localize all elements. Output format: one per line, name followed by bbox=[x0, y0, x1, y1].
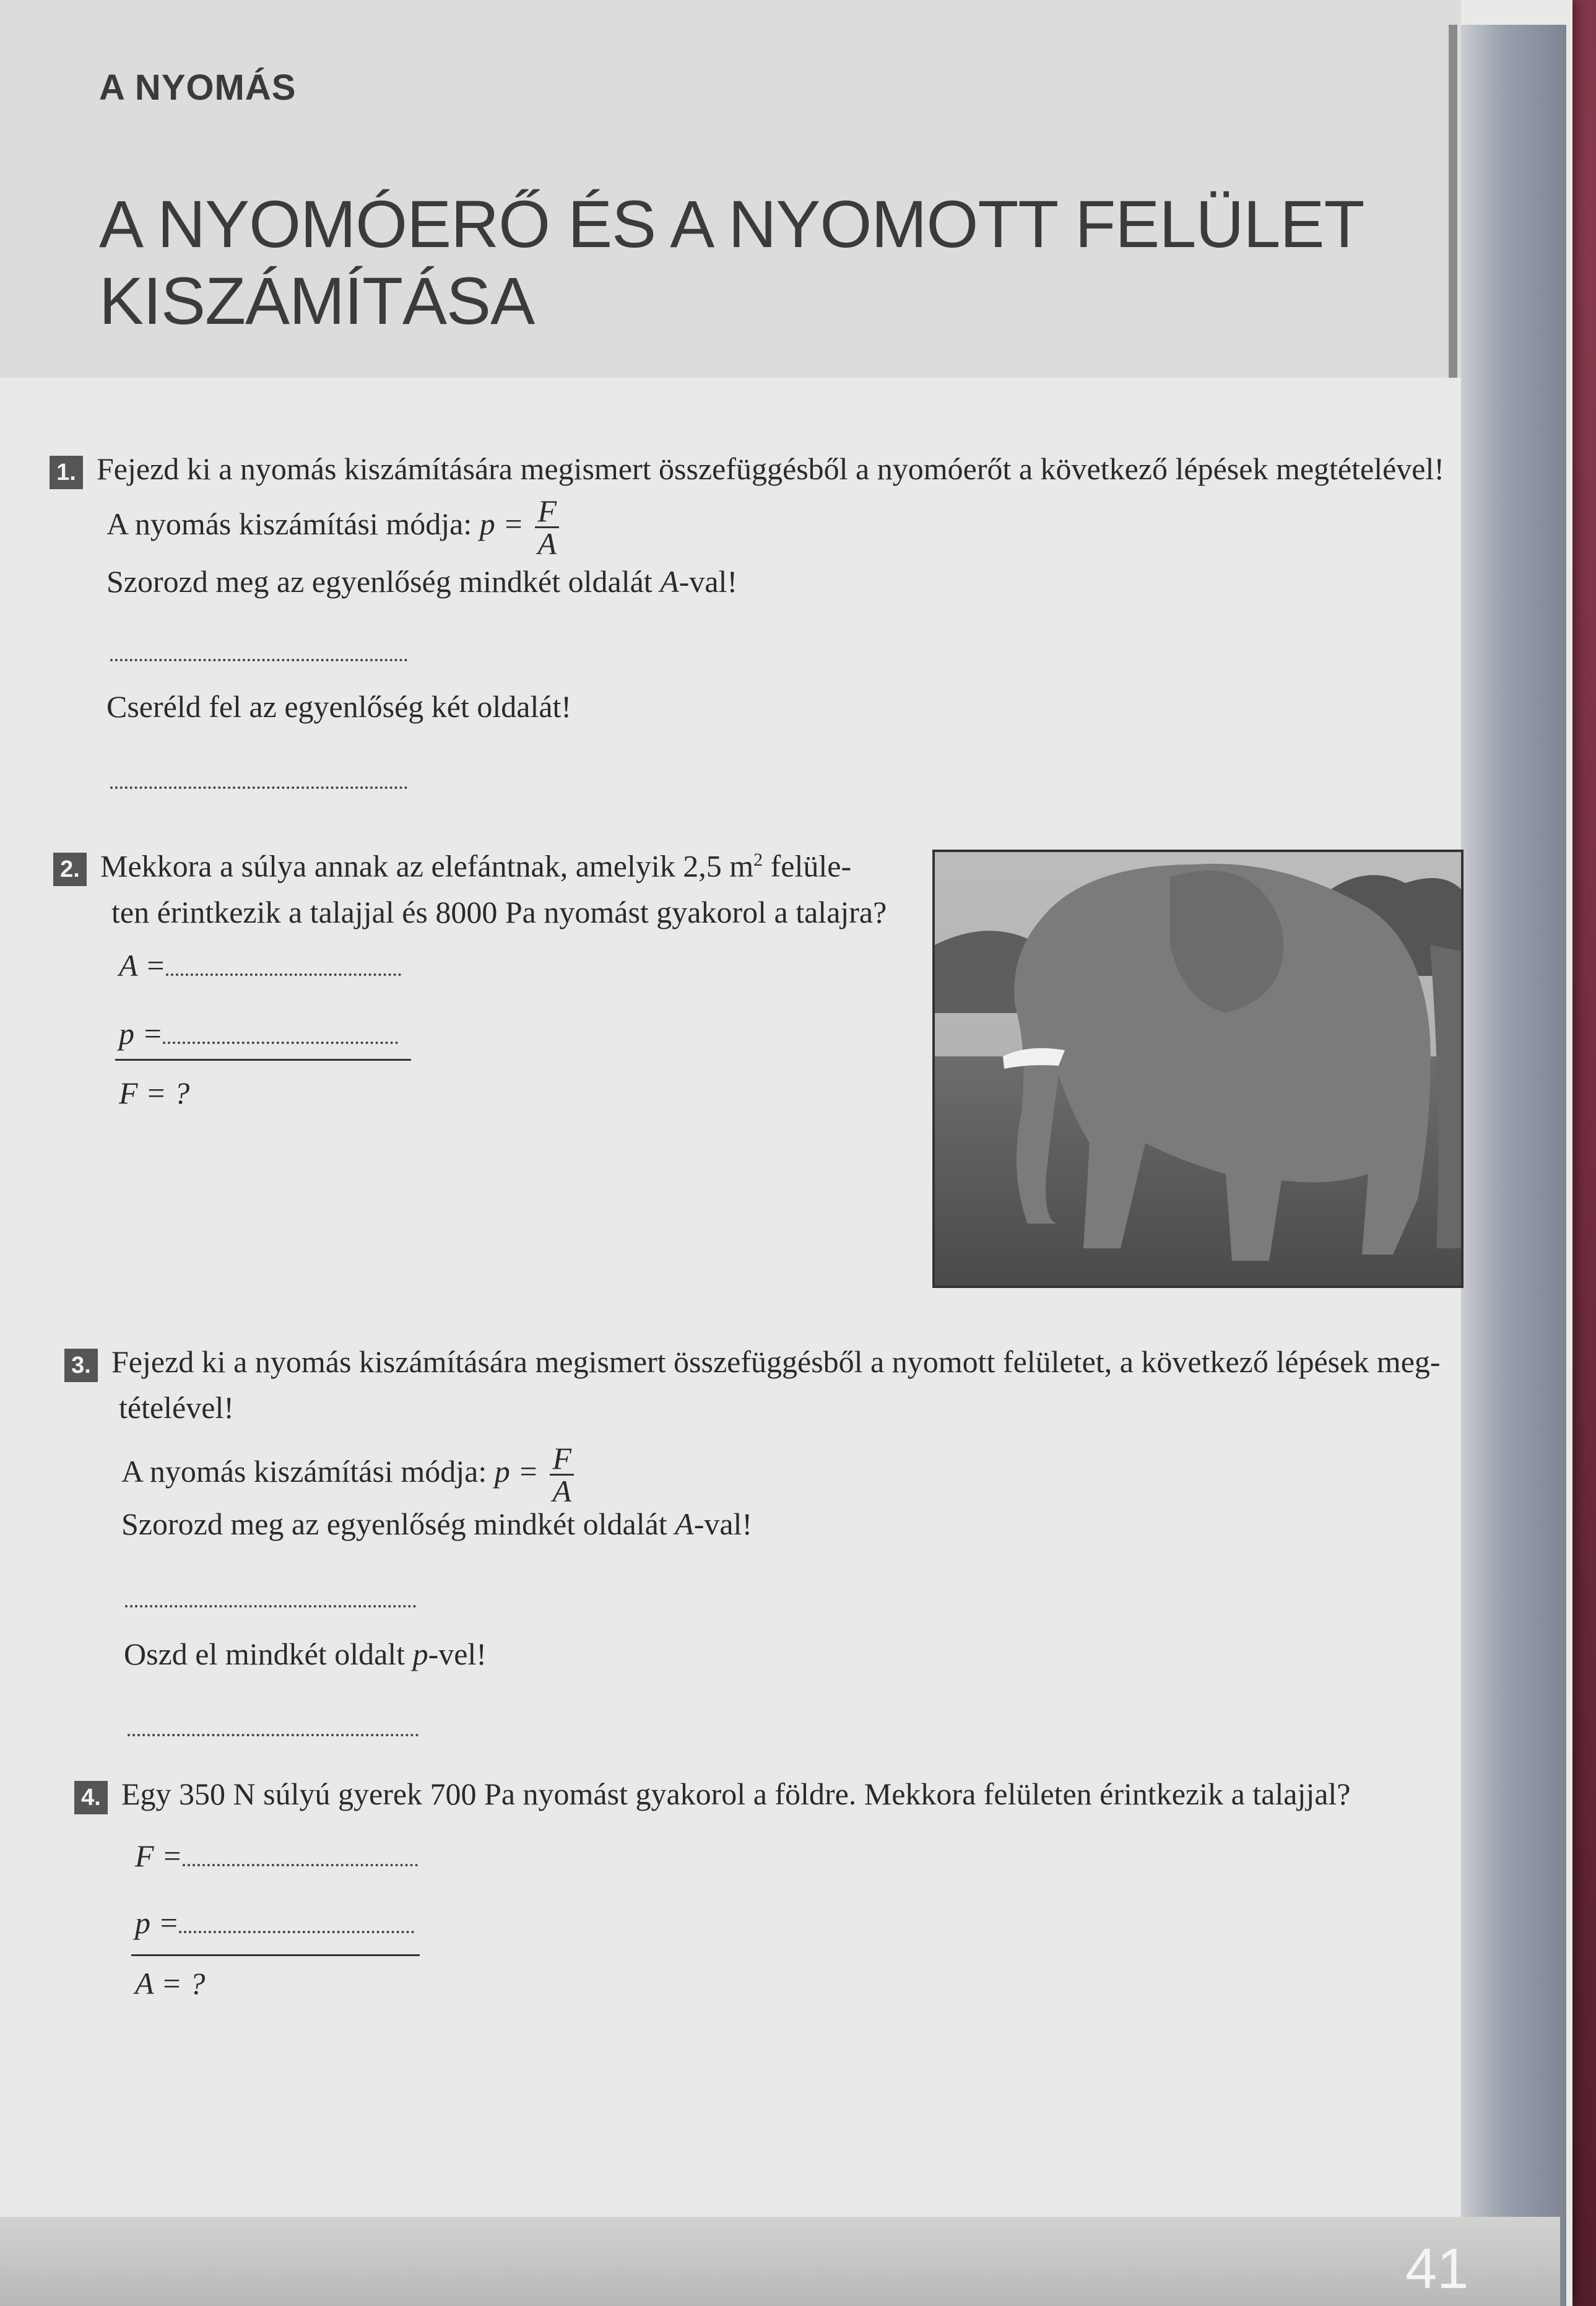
fraction-denominator: A bbox=[537, 526, 557, 561]
unknown-label: F = ? bbox=[119, 1076, 190, 1110]
task-3-answer-line-2[interactable] bbox=[128, 1708, 419, 1744]
task-1-formula bbox=[106, 495, 559, 559]
fraction-denominator: A bbox=[552, 1474, 572, 1508]
given-label: p = bbox=[135, 1905, 180, 1940]
elephant-image bbox=[935, 852, 1461, 1286]
task-2-given-a[interactable] bbox=[119, 947, 401, 983]
step-text: Szorozd meg az egyenlőség mindkét oldalát bbox=[106, 564, 661, 599]
step-text-suffix: -val! bbox=[679, 564, 738, 599]
task-text-tail: felüle- bbox=[763, 848, 852, 884]
fraction-numerator: F bbox=[535, 495, 559, 528]
step-variable: A bbox=[660, 564, 679, 599]
task-number: 4. bbox=[74, 1781, 108, 1814]
task-2-line-2: ten érintkezik a talajjal és 8000 Pa nyomást gyakorol a talajra? bbox=[111, 894, 887, 929]
unknown-label: A = ? bbox=[135, 1966, 206, 2001]
task-3 bbox=[64, 1339, 1457, 1430]
given-label: A = bbox=[119, 948, 166, 983]
superscript: 2 bbox=[753, 850, 763, 870]
task-2 bbox=[53, 837, 932, 935]
title-line-1: A NYOMÓERŐ ÉS A NYOMOTT FELÜLET bbox=[99, 186, 1364, 261]
task-4-given-p[interactable] bbox=[135, 1905, 414, 1941]
step-text: Oszd el mindkét oldalt bbox=[124, 1637, 413, 1671]
task-text: Fejezd ki a nyomás kiszámítására megismert összefüggésből a nyomóerőt a következő lépések megtételével! bbox=[97, 451, 1445, 486]
task-3-line-1 bbox=[64, 1339, 1457, 1385]
task-4-find bbox=[135, 1965, 205, 2001]
given-label: p = bbox=[119, 1016, 163, 1051]
task-text: Fejezd ki a nyomás kiszámítására megismert összefüggésből a nyomott felületet, a következő lépések meg- bbox=[111, 1344, 1441, 1379]
step-text-suffix: -vel! bbox=[428, 1637, 487, 1671]
given-separator bbox=[131, 1954, 420, 1956]
page-edge bbox=[1461, 25, 1566, 2306]
page-number: 41 bbox=[1405, 2237, 1469, 2300]
task-2-given-p[interactable] bbox=[119, 1016, 398, 1051]
formula-lhs: p = bbox=[494, 1453, 539, 1489]
formula-fraction bbox=[550, 1443, 574, 1507]
page-title bbox=[99, 186, 1430, 339]
elephant-photo bbox=[932, 850, 1464, 1288]
task-number: 1. bbox=[50, 456, 83, 489]
step-text-suffix: -val! bbox=[693, 1507, 753, 1541]
footer-band bbox=[0, 2217, 1560, 2306]
task-1-answer-line-2[interactable] bbox=[110, 760, 407, 796]
task-2-line-1 bbox=[53, 837, 932, 889]
formula-lhs: p = bbox=[479, 506, 524, 541]
task-3-answer-line-1[interactable] bbox=[125, 1579, 416, 1615]
task-3-line-2: tételével! bbox=[119, 1390, 234, 1425]
task-3-step-1 bbox=[121, 1506, 752, 1542]
given-label: F = bbox=[135, 1838, 183, 1873]
task-number: 3. bbox=[64, 1349, 98, 1382]
task-number: 2. bbox=[53, 853, 87, 886]
step-variable: A bbox=[675, 1507, 694, 1541]
task-1 bbox=[50, 446, 1461, 492]
task-4 bbox=[74, 1771, 1461, 1817]
task-1-step-1 bbox=[106, 563, 737, 599]
formula-label: A nyomás kiszámítási módja: bbox=[121, 1453, 487, 1489]
task-4-given-f[interactable] bbox=[135, 1838, 418, 1874]
title-line-2: KISZÁMÍTÁSA bbox=[99, 263, 535, 338]
formula-label: A nyomás kiszámítási módja: bbox=[106, 506, 472, 541]
task-text: Egy 350 N súlyú gyerek 700 Pa nyomást gyakorol a földre. Mekkora felületen érintkezik a talajjal? bbox=[121, 1777, 1351, 1811]
step-text: Szorozd meg az egyenlőség mindkét oldalát bbox=[121, 1507, 675, 1541]
task-text: Mekkora a súlya annak az elefántnak, amelyik 2,5 m bbox=[100, 848, 754, 884]
step-variable: p bbox=[412, 1637, 428, 1671]
given-separator bbox=[115, 1059, 411, 1061]
formula-fraction bbox=[535, 495, 559, 559]
task-3-formula bbox=[121, 1443, 574, 1507]
task-2-find bbox=[119, 1075, 189, 1111]
header-divider bbox=[1449, 25, 1457, 378]
fraction-numerator: F bbox=[550, 1443, 574, 1476]
task-1-answer-line-1[interactable] bbox=[110, 633, 407, 669]
task-1-step-2: Cseréld fel az egyenlőség két oldalát! bbox=[106, 689, 572, 724]
section-label: A NYOMÁS bbox=[99, 67, 297, 108]
task-3-step-2 bbox=[124, 1636, 487, 1672]
